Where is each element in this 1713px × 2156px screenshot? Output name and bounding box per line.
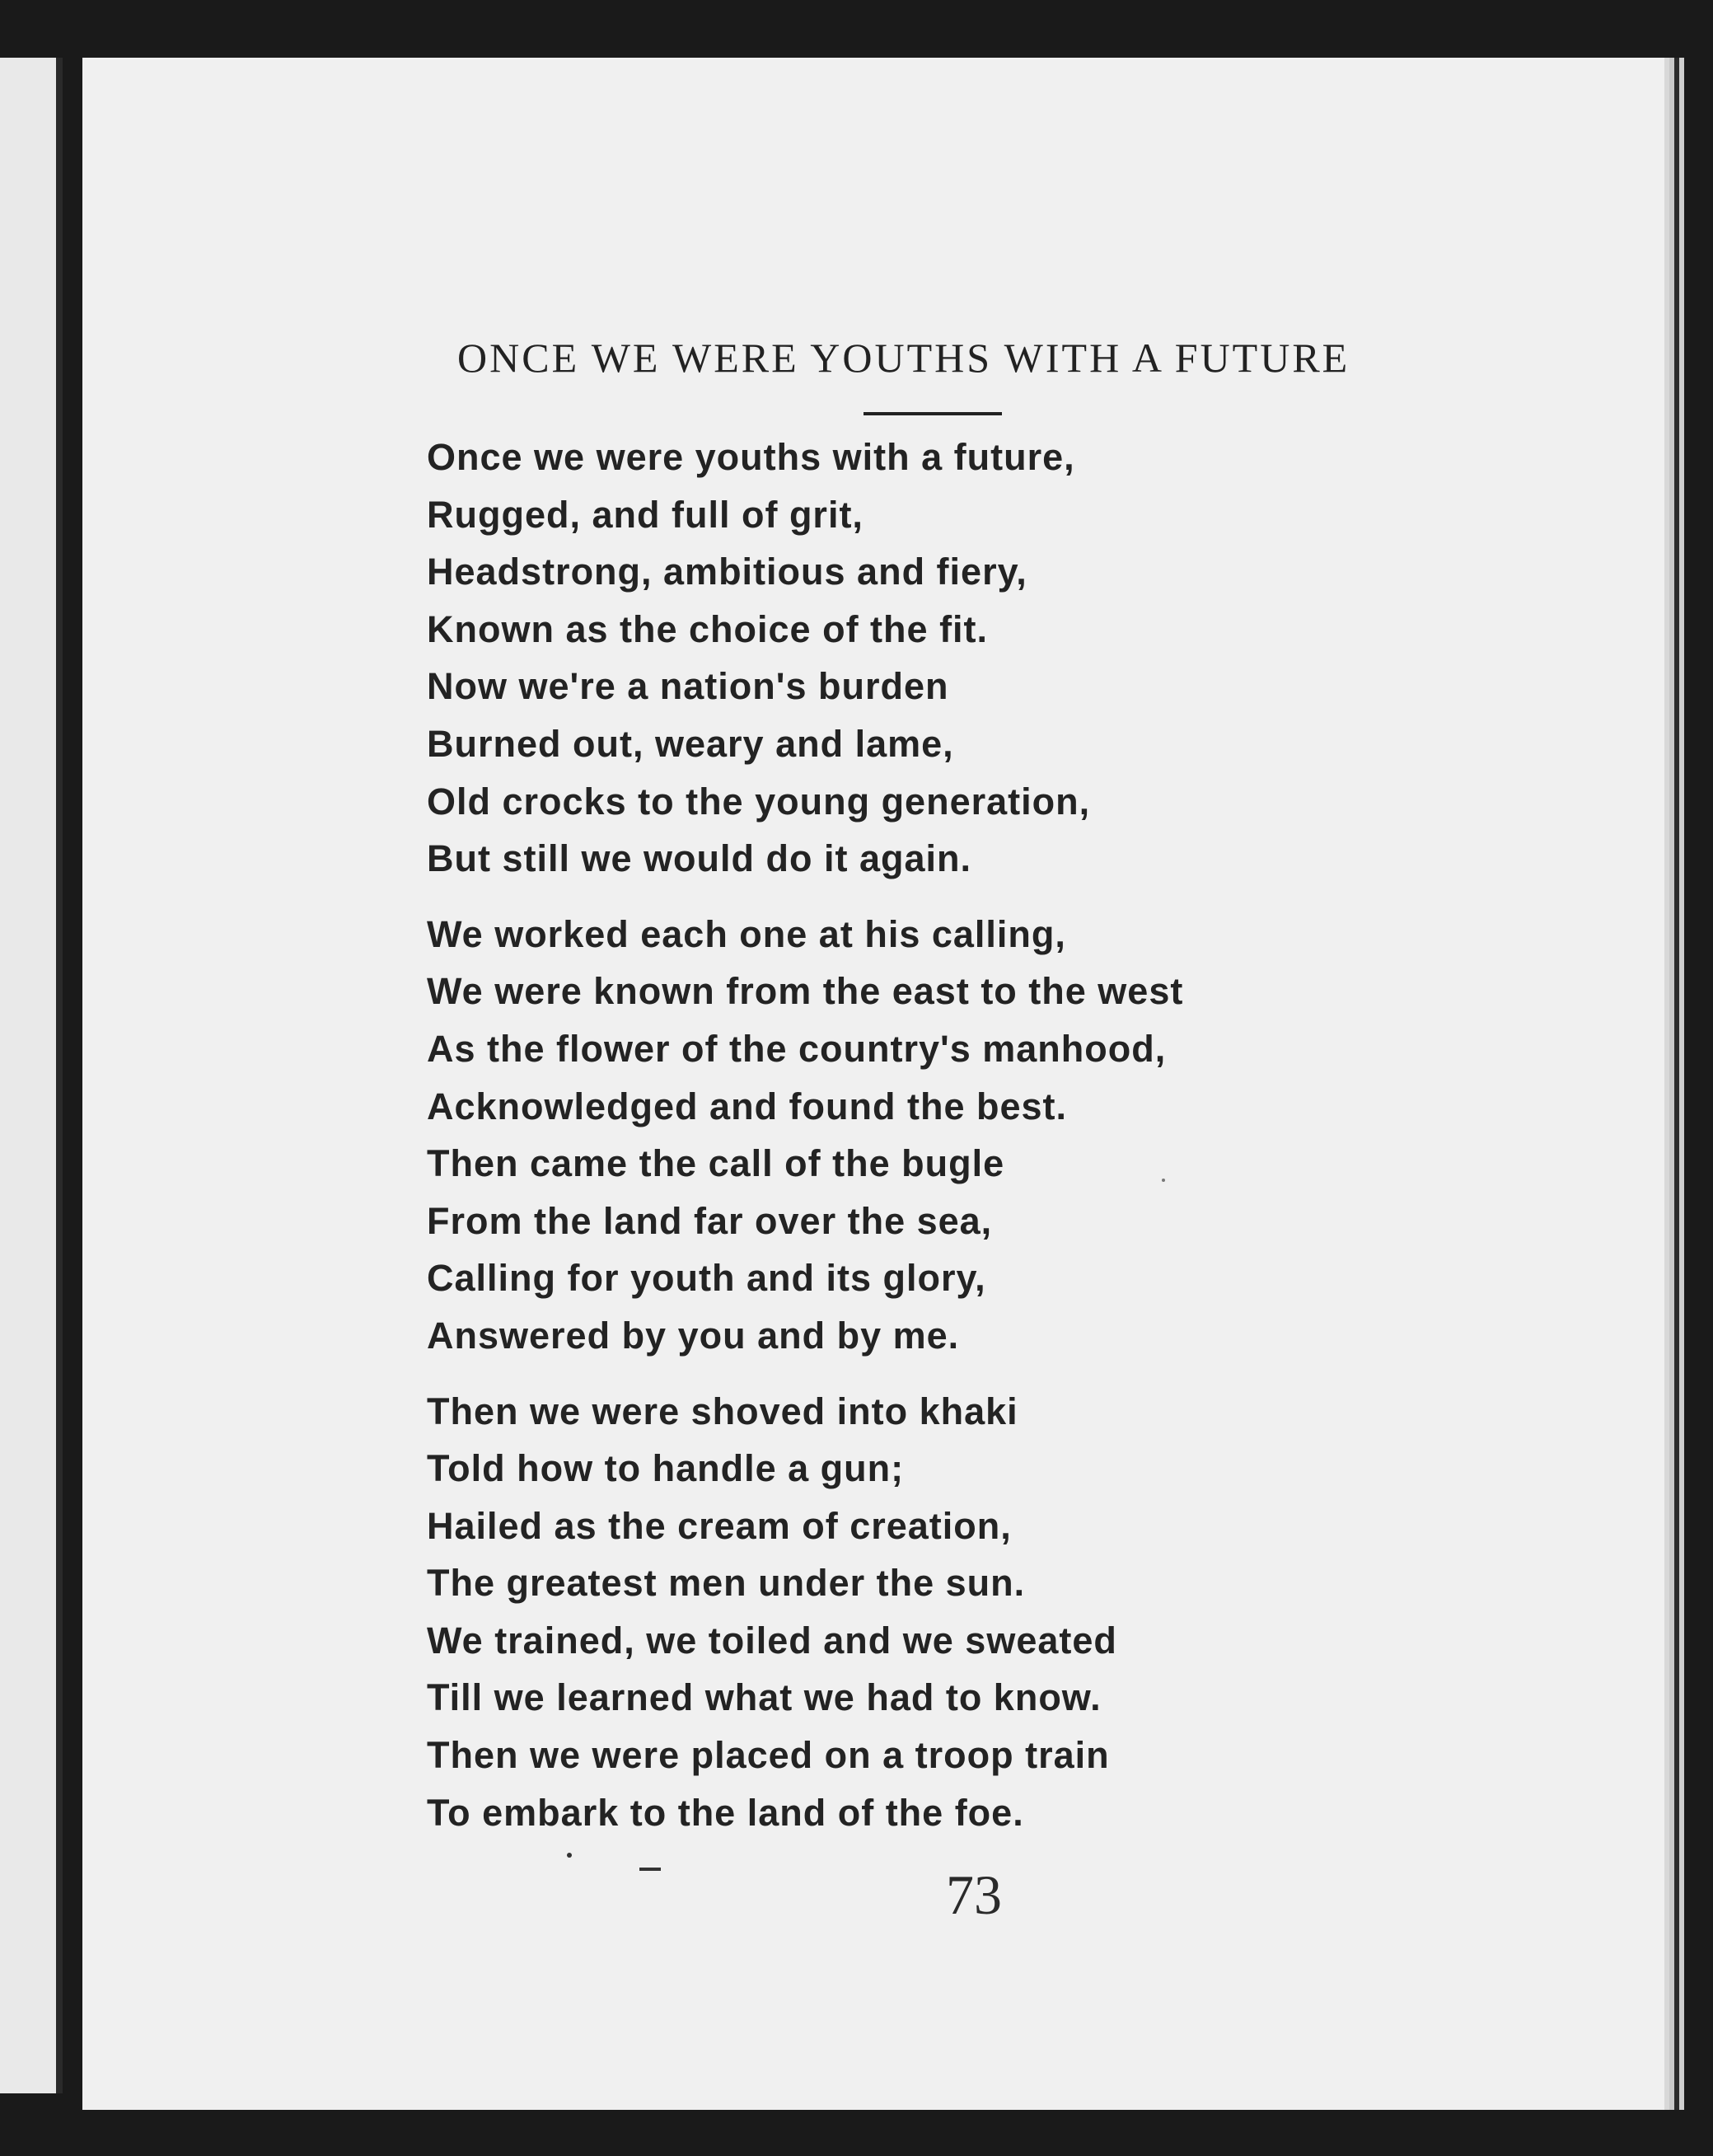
poem-line: Calling for youth and its glory,: [427, 1257, 986, 1300]
poem-line: Rugged, and full of grit,: [427, 493, 864, 536]
title-divider: [864, 412, 1002, 415]
poem-line: To embark to the land of the foe.: [427, 1791, 1024, 1834]
stanza: [427, 429, 1416, 888]
poem-line: Then came the call of the bugle: [427, 1142, 1005, 1185]
poem-line: From the land far over the sea,: [427, 1199, 993, 1242]
stanza: [427, 906, 1416, 1365]
poem-line: Answered by you and by me.: [427, 1314, 960, 1357]
poem-line: Known as the choice of the fit.: [427, 607, 989, 650]
print-speck: [567, 1853, 572, 1858]
page-number: 73: [946, 1863, 1002, 1926]
poem-body: [427, 429, 1416, 1859]
poem-line: Hailed as the cream of creation,: [427, 1504, 1012, 1547]
poem-line: We worked each one at his calling,: [427, 912, 1066, 955]
poem-line: Acknowledged and found the best.: [427, 1085, 1068, 1127]
stanza: [427, 1383, 1416, 1842]
poem-line: Now we're a nation's burden: [427, 665, 949, 708]
book-page: [82, 58, 1664, 2110]
poem-title: ONCE WE WERE YOUTHS WITH A FUTURE: [457, 335, 1350, 381]
poem-line: The greatest men under the sun.: [427, 1562, 1026, 1605]
print-speck: [639, 1868, 661, 1871]
poem-line: Then we were placed on a troop train: [427, 1734, 1110, 1777]
poem-line: As the flower of the country's manhood,: [427, 1027, 1167, 1070]
print-speck: [1162, 1179, 1165, 1182]
poem-line: Headstrong, ambitious and fiery,: [427, 551, 1027, 593]
poem-line: We were known from the east to the west: [427, 970, 1184, 1013]
poem-line: We trained, we toiled and we sweated: [427, 1619, 1117, 1662]
poem-line: Then we were shoved into khaki: [427, 1390, 1018, 1432]
poem-line: Till we learned what we had to know.: [427, 1676, 1102, 1719]
poem-line: Burned out, weary and lame,: [427, 722, 954, 765]
poem-line: But still we would do it again.: [427, 837, 971, 880]
left-page-edge: [0, 58, 63, 2093]
poem-line: Told how to handle a gun;: [427, 1447, 905, 1490]
poem-line: Old crocks to the young generation,: [427, 780, 1091, 823]
poem-line: Once we were youths with a future,: [427, 436, 1075, 478]
